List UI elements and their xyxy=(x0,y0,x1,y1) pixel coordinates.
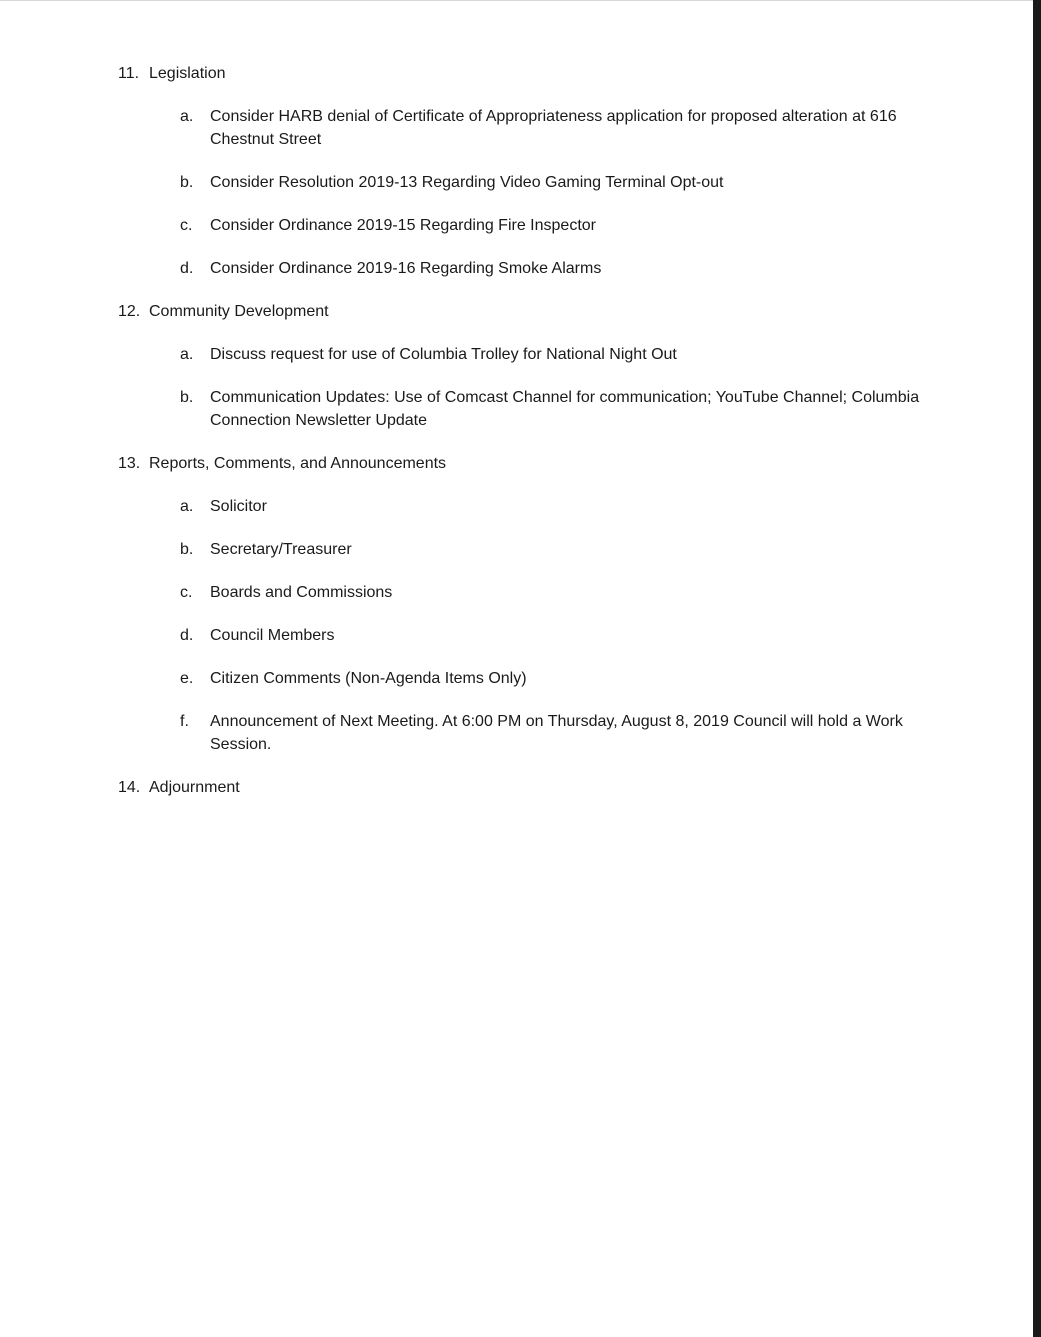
item-letter: a. xyxy=(180,108,194,125)
item-text: Announcement of Next Meeting. At 6:00 PM on Thursday, August 8, 2019 Council will hold a Work Session. xyxy=(210,713,903,753)
list-item xyxy=(180,495,938,518)
section-number: 13. xyxy=(118,455,141,472)
section-title: Community Development xyxy=(149,303,329,320)
item-letter: d. xyxy=(180,627,194,644)
item-text: Consider Ordinance 2019-15 Regarding Fire Inspector xyxy=(210,217,596,234)
section-reports xyxy=(118,452,938,756)
item-text: Communication Updates: Use of Comcast Channel for communication; YouTube Channel; Columbia Connection Newsletter Update xyxy=(210,389,920,429)
section-heading xyxy=(118,300,938,323)
item-list xyxy=(118,343,938,432)
list-item xyxy=(180,343,938,366)
page-top-border xyxy=(0,0,1033,1)
item-text: Consider Resolution 2019-13 Regarding Video Gaming Terminal Opt-out xyxy=(210,174,724,191)
item-text: Council Members xyxy=(210,627,335,644)
item-text: Consider HARB denial of Certificate of Appropriateness application for proposed alteration at 616 Chestnut Street xyxy=(210,108,897,148)
list-item xyxy=(180,667,938,690)
list-item xyxy=(180,710,938,756)
item-list xyxy=(118,105,938,280)
item-letter: b. xyxy=(180,174,194,191)
item-letter: b. xyxy=(180,389,194,406)
item-text: Secretary/Treasurer xyxy=(210,541,352,558)
item-text: Citizen Comments (Non-Agenda Items Only) xyxy=(210,670,527,687)
list-item xyxy=(180,214,938,237)
list-item xyxy=(180,105,938,151)
agenda-content xyxy=(118,62,938,819)
section-title: Adjournment xyxy=(149,779,240,796)
section-title: Reports, Comments, and Announcements xyxy=(149,455,447,472)
section-number: 12. xyxy=(118,303,141,320)
item-text: Solicitor xyxy=(210,498,267,515)
section-title: Legislation xyxy=(149,65,226,82)
section-community-development xyxy=(118,300,938,432)
item-text: Boards and Commissions xyxy=(210,584,393,601)
item-letter: c. xyxy=(180,217,193,234)
section-heading xyxy=(118,62,938,85)
section-legislation xyxy=(118,62,938,280)
item-letter: d. xyxy=(180,260,194,277)
section-number: 14. xyxy=(118,779,141,796)
section-number: 11. xyxy=(118,65,140,82)
item-text: Discuss request for use of Columbia Trolley for National Night Out xyxy=(210,346,677,363)
item-letter: a. xyxy=(180,498,194,515)
item-list xyxy=(118,495,938,756)
list-item xyxy=(180,257,938,280)
item-letter: f. xyxy=(180,713,189,730)
list-item xyxy=(180,171,938,194)
item-letter: c. xyxy=(180,584,193,601)
item-text: Consider Ordinance 2019-16 Regarding Smoke Alarms xyxy=(210,260,602,277)
section-adjournment xyxy=(118,776,938,799)
section-heading xyxy=(118,452,938,475)
item-letter: b. xyxy=(180,541,194,558)
list-item xyxy=(180,538,938,561)
item-letter: e. xyxy=(180,670,194,687)
list-item xyxy=(180,624,938,647)
section-heading xyxy=(118,776,938,799)
item-letter: a. xyxy=(180,346,194,363)
list-item xyxy=(180,581,938,604)
list-item xyxy=(180,386,938,432)
